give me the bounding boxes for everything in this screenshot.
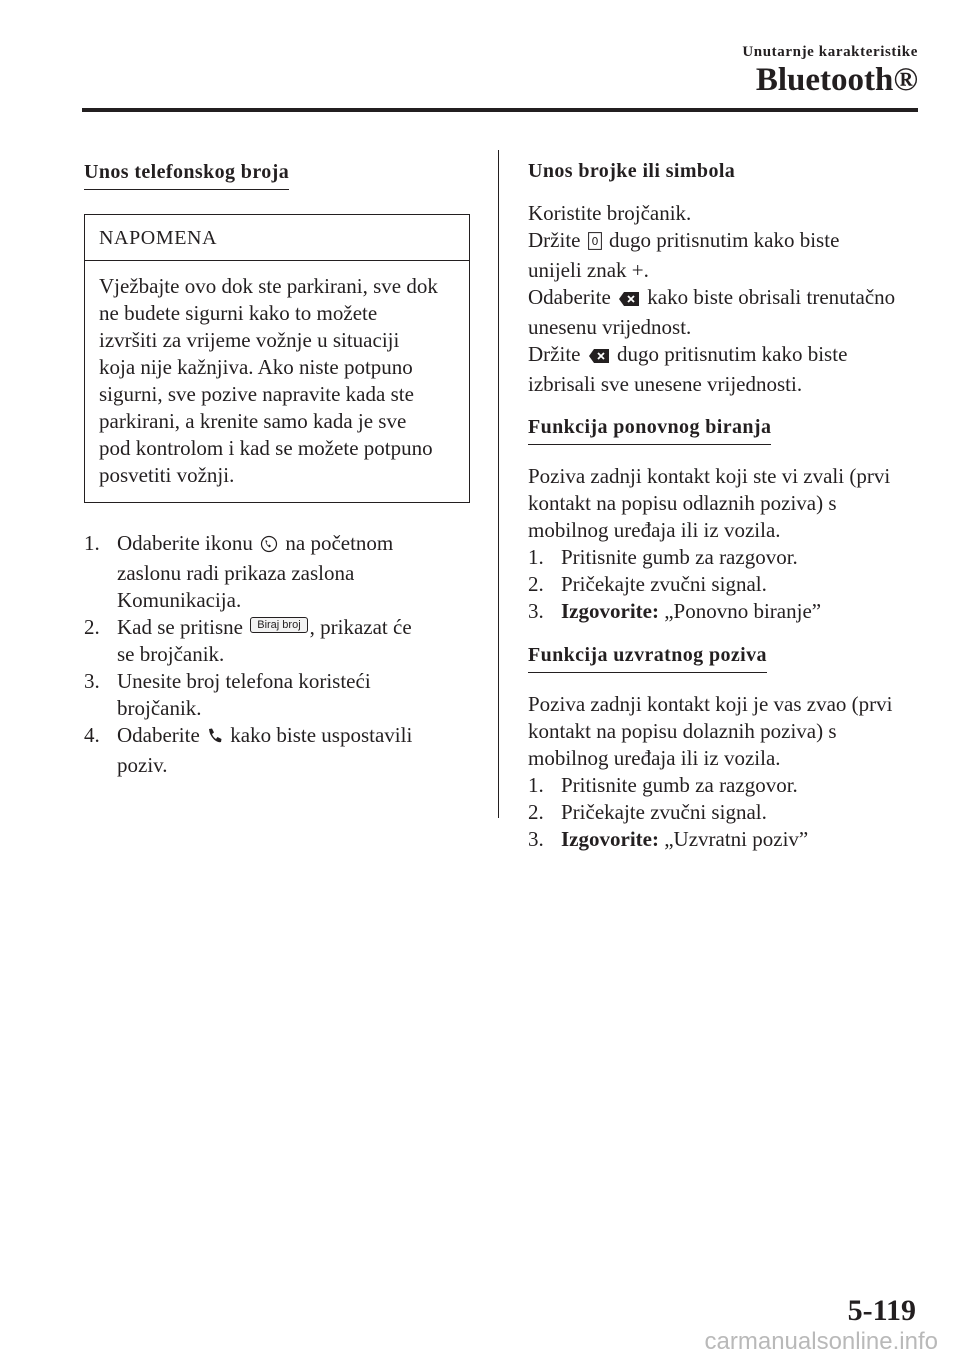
svg-text:0: 0: [591, 235, 599, 248]
heading-callback: Funkcija uzvratnog poziva: [528, 642, 767, 673]
note-line: koja nije kažnjiva. Ako niste potpuno: [99, 355, 413, 379]
note-body: [85, 261, 469, 502]
note-line: parkirani, a krenite samo kada je sve: [99, 409, 407, 433]
note-line: Vježbajte ovo dok ste parkirani, sve dok: [99, 274, 438, 298]
redial-step-1: 1. Pritisnite gumb za razgovor.: [528, 545, 798, 569]
note-line: izvršiti za vrijeme vožnje u situaciji: [99, 328, 400, 352]
page-number: 5-119: [847, 1294, 916, 1327]
backspace-icon: [618, 287, 640, 314]
zero-plus-key-icon: [588, 230, 602, 257]
callback-step-3: 3. Izgovorite: „Uzvratni poziv”: [528, 827, 809, 851]
callback-step-2: 2. Pričekajte zvučni signal.: [528, 800, 767, 824]
redial-step-3: 3. Izgovorite: „Ponovno biranje”: [528, 599, 822, 623]
communication-icon: [260, 533, 278, 560]
step-2: 2. Kad se pritisne Biraj broj , prikazat će se brojčanik.: [84, 615, 412, 666]
note-line: posvetiti vožnji.: [99, 463, 235, 487]
watermark: carmanualsonline.info: [704, 1328, 938, 1355]
backspace-icon: [588, 344, 610, 371]
heading-redial: Funkcija ponovnog biranja: [528, 414, 771, 445]
note-title: NAPOMENA: [85, 215, 469, 261]
note-line: sigurni, sve pozive napravite kada ste: [99, 382, 414, 406]
section-label: Unutarnje karakteristike: [742, 44, 918, 60]
left-column: [84, 158, 470, 779]
note-line: ne budete sigurni kako to možete: [99, 301, 378, 325]
note-line: pod kontrolom i kad se možete potpuno: [99, 436, 433, 460]
step-number: 4.: [84, 723, 100, 747]
note-box: [84, 214, 470, 503]
step-1: 1. Odaberite ikonu na početnom zaslonu radi prikaza zaslona Komunikacija.: [84, 531, 394, 612]
step-number: 3.: [84, 669, 100, 693]
heading-digits: Unos brojke ili simbola: [528, 160, 736, 182]
phone-call-icon: [207, 725, 223, 752]
step-number: 2.: [84, 615, 100, 639]
step-3: 3. Unesite broj telefona koristeći brojčanik.: [84, 669, 371, 720]
step-number: 1.: [84, 531, 100, 555]
right-column: Unos brojke ili simbola Koristite brojčanik. Držite 0 dugo pritisnutim kako biste unijeli znak +. Odaberite kako biste obrisali trenutačno unesenu vrijednost. Držite dugo pritisnutim kako biste izbrisali sve unesene vrijednosti. Funkcija ponovnog biranja Poziva zadnji kontakt koji ste vi zvali (prvi kontakt na popisu odlaznih poziva) s mobilnog uređaja ili iz vozila. 1. Pritisnite gumb za razgovor. 2. Pričekajte zvučni signal. 3. Izgovorite: „Ponovno biranje” Funkcija uzvratnog poziva Poziva zadnji kontakt koji je vas zvao (prvi kontakt na popisu dolaznih poziva) s mobilnog uređaja ili iz vozila. 1. Pritisnite gumb za razgovor. 2. Pričekajte zvučni signal. 3. Izgovorite: „Uzvratni poziv”: [528, 158, 920, 853]
header-rule: [82, 108, 918, 112]
step-4: 4. Odaberite kako biste uspostavili poziv.: [84, 723, 413, 777]
column-divider: [498, 150, 499, 818]
callback-step-1: 1. Pritisnite gumb za razgovor.: [528, 773, 798, 797]
page-title: Bluetooth®: [755, 62, 918, 98]
heading-phone-number: Unos telefonskog broja: [84, 159, 289, 190]
redial-step-2: 2. Pričekajte zvučni signal.: [528, 572, 767, 596]
dial-number-button[interactable]: Biraj broj: [250, 617, 307, 633]
phone-steps: [84, 530, 470, 779]
